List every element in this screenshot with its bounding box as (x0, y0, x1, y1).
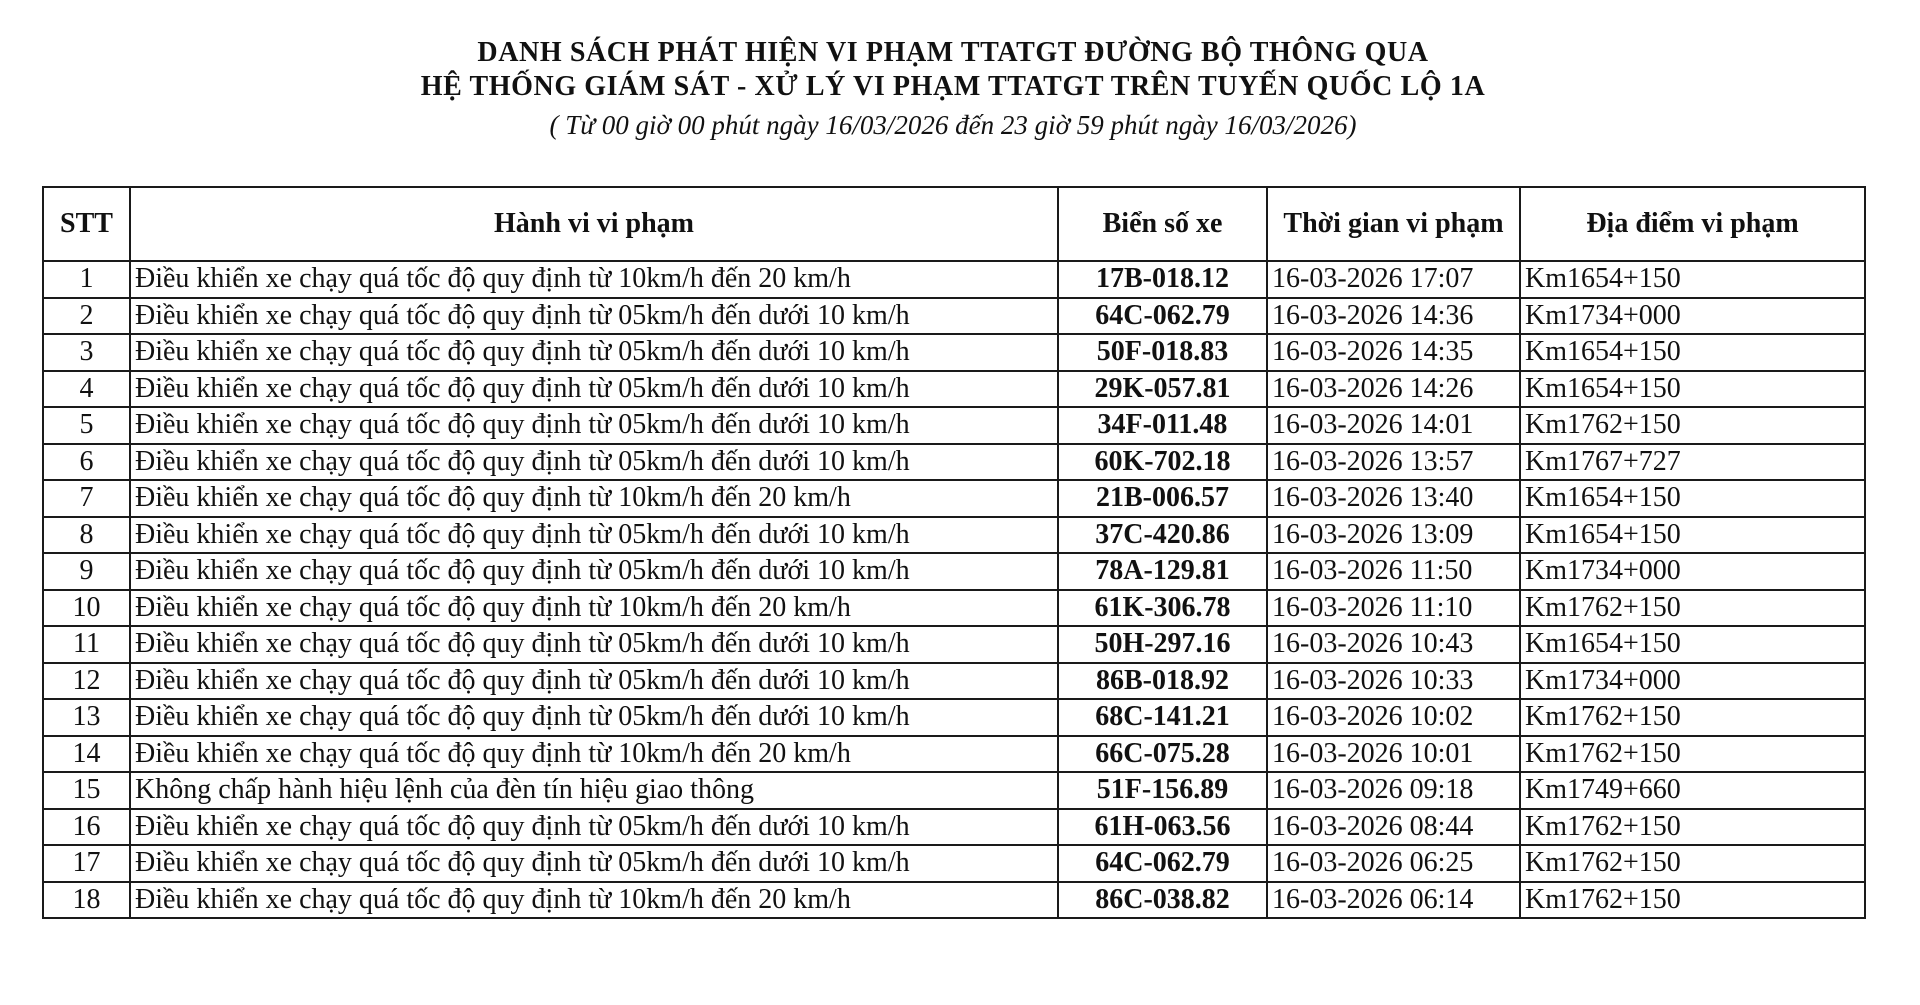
cell-violation: Điều khiển xe chạy quá tốc độ quy định từ 10km/h đến 20 km/h (130, 882, 1058, 919)
cell-stt: 11 (43, 626, 130, 663)
cell-location: Km1749+660 (1520, 772, 1865, 809)
cell-location: Km1734+000 (1520, 553, 1865, 590)
cell-stt: 6 (43, 444, 130, 481)
cell-plate: 86C-038.82 (1058, 882, 1267, 919)
cell-plate: 50F-018.83 (1058, 334, 1267, 371)
header-violation: Hành vi vi phạm (130, 187, 1058, 261)
cell-location: Km1734+000 (1520, 663, 1865, 700)
cell-location: Km1734+000 (1520, 298, 1865, 335)
cell-location: Km1767+727 (1520, 444, 1865, 481)
cell-time: 16-03-2026 06:25 (1267, 845, 1520, 882)
table-row (43, 663, 1865, 700)
cell-plate: 29K-057.81 (1058, 371, 1267, 408)
cell-location: Km1762+150 (1520, 845, 1865, 882)
cell-violation: Điều khiển xe chạy quá tốc độ quy định từ 10km/h đến 20 km/h (130, 480, 1058, 517)
table-row (43, 298, 1865, 335)
cell-violation: Điều khiển xe chạy quá tốc độ quy định từ 05km/h đến dưới 10 km/h (130, 553, 1058, 590)
cell-location: Km1654+150 (1520, 626, 1865, 663)
cell-location: Km1654+150 (1520, 261, 1865, 298)
table-row (43, 444, 1865, 481)
table-row (43, 371, 1865, 408)
cell-violation: Điều khiển xe chạy quá tốc độ quy định từ 05km/h đến dưới 10 km/h (130, 809, 1058, 846)
cell-stt: 5 (43, 407, 130, 444)
table-row (43, 480, 1865, 517)
cell-plate: 34F-011.48 (1058, 407, 1267, 444)
header-plate: Biển số xe (1058, 187, 1267, 261)
cell-location: Km1762+150 (1520, 590, 1865, 627)
cell-violation: Điều khiển xe chạy quá tốc độ quy định từ 10km/h đến 20 km/h (130, 261, 1058, 298)
cell-violation: Điều khiển xe chạy quá tốc độ quy định từ 05km/h đến dưới 10 km/h (130, 699, 1058, 736)
cell-violation: Điều khiển xe chạy quá tốc độ quy định từ 05km/h đến dưới 10 km/h (130, 517, 1058, 554)
cell-violation: Điều khiển xe chạy quá tốc độ quy định từ 05km/h đến dưới 10 km/h (130, 371, 1058, 408)
cell-violation: Điều khiển xe chạy quá tốc độ quy định từ 05km/h đến dưới 10 km/h (130, 626, 1058, 663)
violations-table (42, 186, 1866, 919)
cell-plate: 68C-141.21 (1058, 699, 1267, 736)
table-row (43, 772, 1865, 809)
cell-location: Km1654+150 (1520, 371, 1865, 408)
cell-plate: 60K-702.18 (1058, 444, 1267, 481)
cell-location: Km1762+150 (1520, 699, 1865, 736)
cell-stt: 17 (43, 845, 130, 882)
cell-plate: 66C-075.28 (1058, 736, 1267, 773)
cell-location: Km1654+150 (1520, 480, 1865, 517)
cell-plate: 50H-297.16 (1058, 626, 1267, 663)
cell-time: 16-03-2026 08:44 (1267, 809, 1520, 846)
header-stt: STT (43, 187, 130, 261)
cell-stt: 4 (43, 371, 130, 408)
cell-stt: 18 (43, 882, 130, 919)
cell-stt: 12 (43, 663, 130, 700)
cell-plate: 37C-420.86 (1058, 517, 1267, 554)
cell-time: 16-03-2026 11:10 (1267, 590, 1520, 627)
cell-stt: 15 (43, 772, 130, 809)
cell-plate: 64C-062.79 (1058, 298, 1267, 335)
cell-stt: 7 (43, 480, 130, 517)
cell-violation: Điều khiển xe chạy quá tốc độ quy định từ 05km/h đến dưới 10 km/h (130, 298, 1058, 335)
table-row (43, 845, 1865, 882)
cell-time: 16-03-2026 14:36 (1267, 298, 1520, 335)
cell-time: 16-03-2026 13:09 (1267, 517, 1520, 554)
table-row (43, 809, 1865, 846)
cell-stt: 13 (43, 699, 130, 736)
cell-plate: 64C-062.79 (1058, 845, 1267, 882)
cell-time: 16-03-2026 10:43 (1267, 626, 1520, 663)
cell-stt: 2 (43, 298, 130, 335)
cell-stt: 10 (43, 590, 130, 627)
cell-violation: Điều khiển xe chạy quá tốc độ quy định từ 10km/h đến 20 km/h (130, 736, 1058, 773)
cell-plate: 17B-018.12 (1058, 261, 1267, 298)
table-row (43, 736, 1865, 773)
cell-time: 16-03-2026 13:57 (1267, 444, 1520, 481)
document-time-range: ( Từ 00 giờ 00 phút ngày 16/03/2026 đến 23 giờ 59 phút ngày 16/03/2026) (549, 110, 1357, 140)
cell-time: 16-03-2026 17:07 (1267, 261, 1520, 298)
cell-stt: 1 (43, 261, 130, 298)
cell-location: Km1654+150 (1520, 334, 1865, 371)
table-body (43, 261, 1865, 918)
table-row (43, 882, 1865, 919)
cell-stt: 16 (43, 809, 130, 846)
cell-location: Km1654+150 (1520, 517, 1865, 554)
table-header-row (43, 187, 1865, 261)
cell-time: 16-03-2026 11:50 (1267, 553, 1520, 590)
document-title-line-2: HỆ THỐNG GIÁM SÁT - XỬ LÝ VI PHẠM TTATGT TRÊN TUYẾN QUỐC LỘ 1A (420, 71, 1486, 102)
cell-plate: 78A-129.81 (1058, 553, 1267, 590)
cell-time: 16-03-2026 13:40 (1267, 480, 1520, 517)
header-time: Thời gian vi phạm (1267, 187, 1520, 261)
cell-plate: 51F-156.89 (1058, 772, 1267, 809)
document-header (0, 36, 1906, 144)
table-row (43, 517, 1865, 554)
cell-violation: Điều khiển xe chạy quá tốc độ quy định từ 05km/h đến dưới 10 km/h (130, 407, 1058, 444)
table-row (43, 626, 1865, 663)
table-row (43, 590, 1865, 627)
cell-location: Km1762+150 (1520, 882, 1865, 919)
cell-plate: 21B-006.57 (1058, 480, 1267, 517)
cell-time: 16-03-2026 10:01 (1267, 736, 1520, 773)
table-row (43, 407, 1865, 444)
cell-time: 16-03-2026 10:33 (1267, 663, 1520, 700)
table-row (43, 699, 1865, 736)
cell-plate: 61K-306.78 (1058, 590, 1267, 627)
cell-location: Km1762+150 (1520, 809, 1865, 846)
table-row (43, 553, 1865, 590)
cell-plate: 61H-063.56 (1058, 809, 1267, 846)
table-row (43, 334, 1865, 371)
cell-location: Km1762+150 (1520, 736, 1865, 773)
header-location: Địa điểm vi phạm (1520, 187, 1865, 261)
document-title-line-1: DANH SÁCH PHÁT HIỆN VI PHẠM TTATGT ĐƯỜNG BỘ THÔNG QUA (477, 37, 1429, 68)
cell-violation: Điều khiển xe chạy quá tốc độ quy định từ 05km/h đến dưới 10 km/h (130, 845, 1058, 882)
cell-violation: Điều khiển xe chạy quá tốc độ quy định từ 05km/h đến dưới 10 km/h (130, 663, 1058, 700)
cell-time: 16-03-2026 14:35 (1267, 334, 1520, 371)
cell-violation: Không chấp hành hiệu lệnh của đèn tín hiệu giao thông (130, 772, 1058, 809)
cell-time: 16-03-2026 10:02 (1267, 699, 1520, 736)
cell-violation: Điều khiển xe chạy quá tốc độ quy định từ 05km/h đến dưới 10 km/h (130, 334, 1058, 371)
cell-stt: 14 (43, 736, 130, 773)
cell-time: 16-03-2026 06:14 (1267, 882, 1520, 919)
cell-location: Km1762+150 (1520, 407, 1865, 444)
cell-time: 16-03-2026 14:01 (1267, 407, 1520, 444)
cell-stt: 3 (43, 334, 130, 371)
cell-violation: Điều khiển xe chạy quá tốc độ quy định từ 10km/h đến 20 km/h (130, 590, 1058, 627)
cell-violation: Điều khiển xe chạy quá tốc độ quy định từ 05km/h đến dưới 10 km/h (130, 444, 1058, 481)
cell-stt: 9 (43, 553, 130, 590)
cell-time: 16-03-2026 09:18 (1267, 772, 1520, 809)
table-row (43, 261, 1865, 298)
cell-time: 16-03-2026 14:26 (1267, 371, 1520, 408)
cell-stt: 8 (43, 517, 130, 554)
cell-plate: 86B-018.92 (1058, 663, 1267, 700)
